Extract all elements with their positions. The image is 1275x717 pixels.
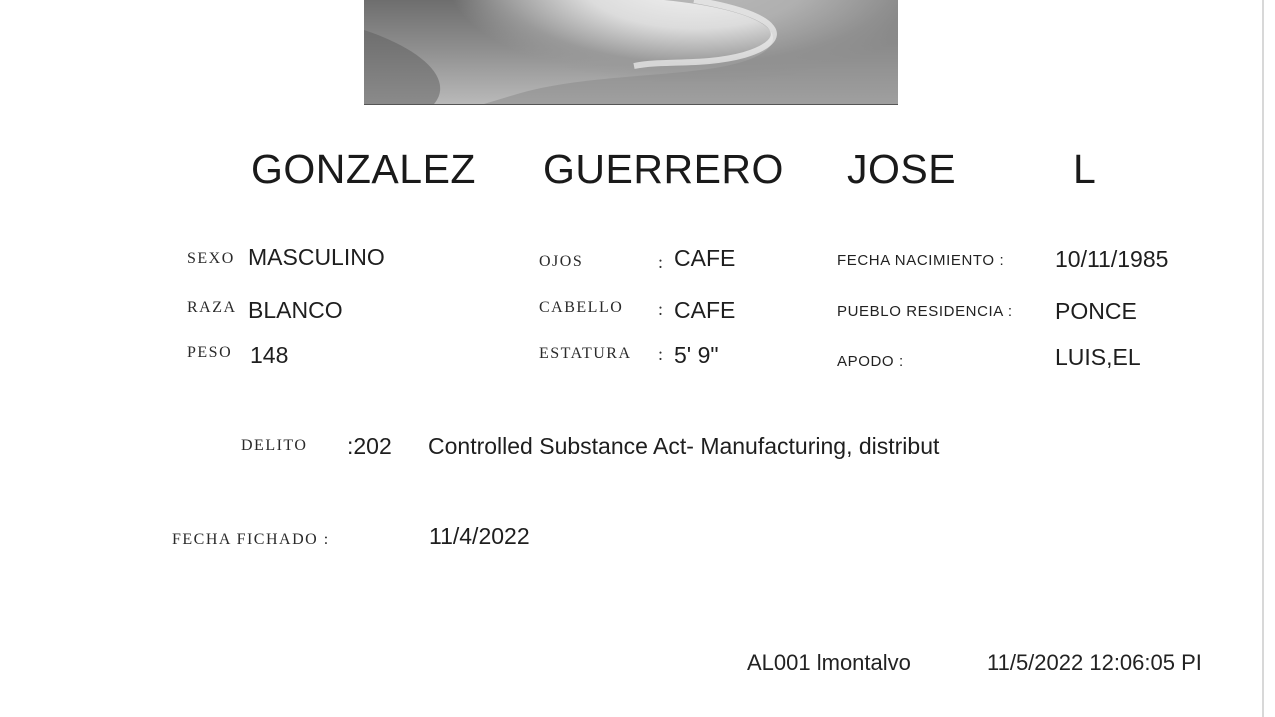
delito-code: :202 <box>347 433 392 459</box>
estatura-colon: : <box>658 344 664 364</box>
nombre: JOSE <box>847 146 957 192</box>
fecha-fichado-label: FECHA FICHADO : <box>172 531 330 548</box>
peso-label: PESO <box>187 344 233 361</box>
fecha-fichado-value: 11/4/2022 <box>429 523 530 549</box>
apodo-value: LUIS,EL <box>1055 344 1141 370</box>
footer-timestamp: 11/5/2022 12:06:05 PI <box>987 650 1202 675</box>
page-edge-line <box>1262 0 1264 717</box>
ojos-value: CAFE <box>674 245 736 271</box>
pueblo-residencia-value: PONCE <box>1055 298 1137 324</box>
cabello-label: CABELLO <box>539 299 624 316</box>
fecha-nacimiento-value: 10/11/1985 <box>1055 246 1169 272</box>
cabello-colon: : <box>658 299 664 319</box>
footer-user: AL001 lmontalvo <box>747 650 911 675</box>
ojos-colon: : <box>658 252 664 272</box>
fecha-nacimiento-label: FECHA NACIMIENTO : <box>837 252 1005 269</box>
ojos-label: OJOS <box>539 253 584 270</box>
sexo-value: MASCULINO <box>248 244 385 270</box>
delito-label: DELITO <box>241 437 308 454</box>
apellido-materno: GUERRERO <box>543 146 784 192</box>
delito-description: Controlled Substance Act- Manufacturing, distribut <box>428 433 940 459</box>
pueblo-residencia-label: PUEBLO RESIDENCIA : <box>837 303 1013 320</box>
apellido-paterno: GONZALEZ <box>251 146 476 192</box>
peso-value: 148 <box>250 342 289 368</box>
raza-value: BLANCO <box>248 297 343 323</box>
apodo-label: APODO : <box>837 353 904 370</box>
estatura-label: ESTATURA <box>539 345 632 362</box>
booking-photo <box>364 0 898 105</box>
sexo-label: SEXO <box>187 250 235 267</box>
raza-label: RAZA <box>187 299 237 316</box>
estatura-value: 5' 9" <box>674 342 719 368</box>
inicial: L <box>1073 146 1097 192</box>
cabello-value: CAFE <box>674 297 736 323</box>
